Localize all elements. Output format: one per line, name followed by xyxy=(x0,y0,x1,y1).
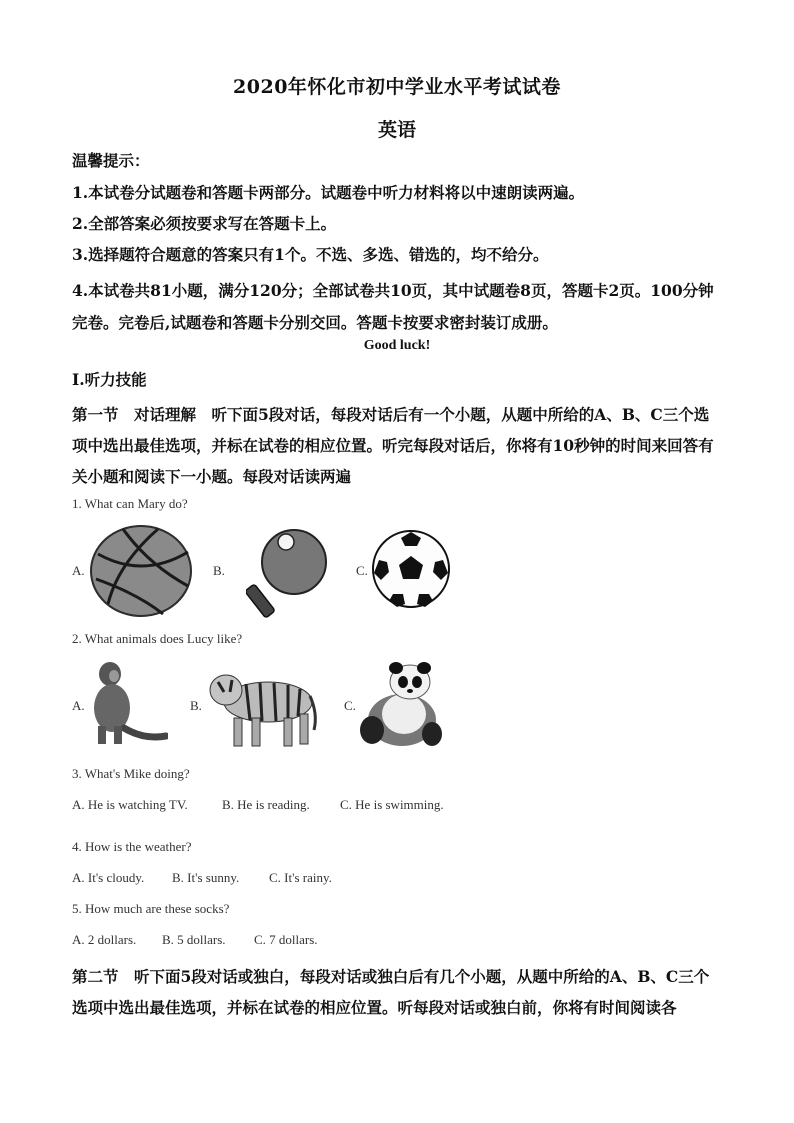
tiger-icon xyxy=(206,664,320,748)
q1-option-a-label: A. xyxy=(72,563,85,578)
exam-title: 2020年怀化市初中学业水平考试试卷 xyxy=(233,76,561,98)
q5-option-a: A. 2 dollars. xyxy=(72,932,137,947)
q3-option-b: B. He is reading. xyxy=(222,797,310,812)
question-5-prompt: 5. How much are these socks? xyxy=(72,901,230,916)
q2-option-c-label: C. xyxy=(344,698,356,713)
tips-heading: 温馨提示： xyxy=(72,151,150,170)
tip-item-2: 2.全部答案必须按要求写在答题卡上。 xyxy=(72,214,337,233)
q3-option-a: A. He is watching TV. xyxy=(72,797,188,812)
q4-option-b: B. It's sunny. xyxy=(172,870,240,885)
panda-icon xyxy=(356,658,442,750)
question-3-prompt: 3. What's Mike doing? xyxy=(72,766,190,781)
q1-option-c-label: C. xyxy=(356,563,368,578)
question-1-prompt: 1. What can Mary do? xyxy=(72,496,188,511)
monkey-icon xyxy=(84,658,168,748)
ping-pong-paddle-icon xyxy=(246,526,328,618)
soccer-ball-icon xyxy=(371,528,451,610)
q4-option-a: A. It's cloudy. xyxy=(72,870,145,885)
part1-instructions: 第一节 对话理解 听下面5段对话，每段对话后有一个小题，从题中所给的A、B、C三个选项中选出最佳选项，并标在试卷的相应位置。听完每段对话后，你将有10秒钟的时间来回答有关小题和阅读下一小题。每段对话读两遍 xyxy=(72,405,714,486)
section-heading-listening: I.听力技能 xyxy=(72,370,147,389)
q2-option-a-label: A. xyxy=(72,698,85,713)
good-luck-text: Good luck! xyxy=(363,338,431,353)
q5-option-c: C. 7 dollars. xyxy=(254,932,318,947)
basketball-icon xyxy=(88,524,194,618)
q1-option-b-label: B. xyxy=(213,563,225,578)
q5-option-b: B. 5 dollars. xyxy=(162,932,226,947)
question-2-prompt: 2. What animals does Lucy like? xyxy=(72,631,243,646)
q4-option-c: C. It's rainy. xyxy=(269,870,332,885)
exam-subject: 英语 xyxy=(377,119,416,141)
q3-option-c: C. He is swimming. xyxy=(340,797,444,812)
q2-option-b-label: B. xyxy=(190,698,202,713)
tip-item-3: 3.选择题符合题意的答案只有1个。不选、多选、错选的，均不给分。 xyxy=(72,245,549,264)
tip-item-1: 1.本试卷分试题卷和答题卡两部分。试题卷中听力材料将以中速朗读两遍。 xyxy=(72,183,585,202)
part2-instructions: 第二节 听下面5段对话或独白，每段对话或独白后有几个小题，从题中所给的A、B、C三个选项中选出最佳选项，并标在试卷的相应位置。听每段对话或独白前，你将有时间阅读各 xyxy=(72,967,710,1017)
tip-item-4: 4.本试卷共81小题，满分120分；全部试卷共10页，其中试题卷8页，答题卡2页。100分钟完卷。完卷后,试题卷和答题卡分别交回。答题卡按要求密封装订成册。 xyxy=(72,281,714,332)
question-4-prompt: 4. How is the weather? xyxy=(72,839,192,854)
